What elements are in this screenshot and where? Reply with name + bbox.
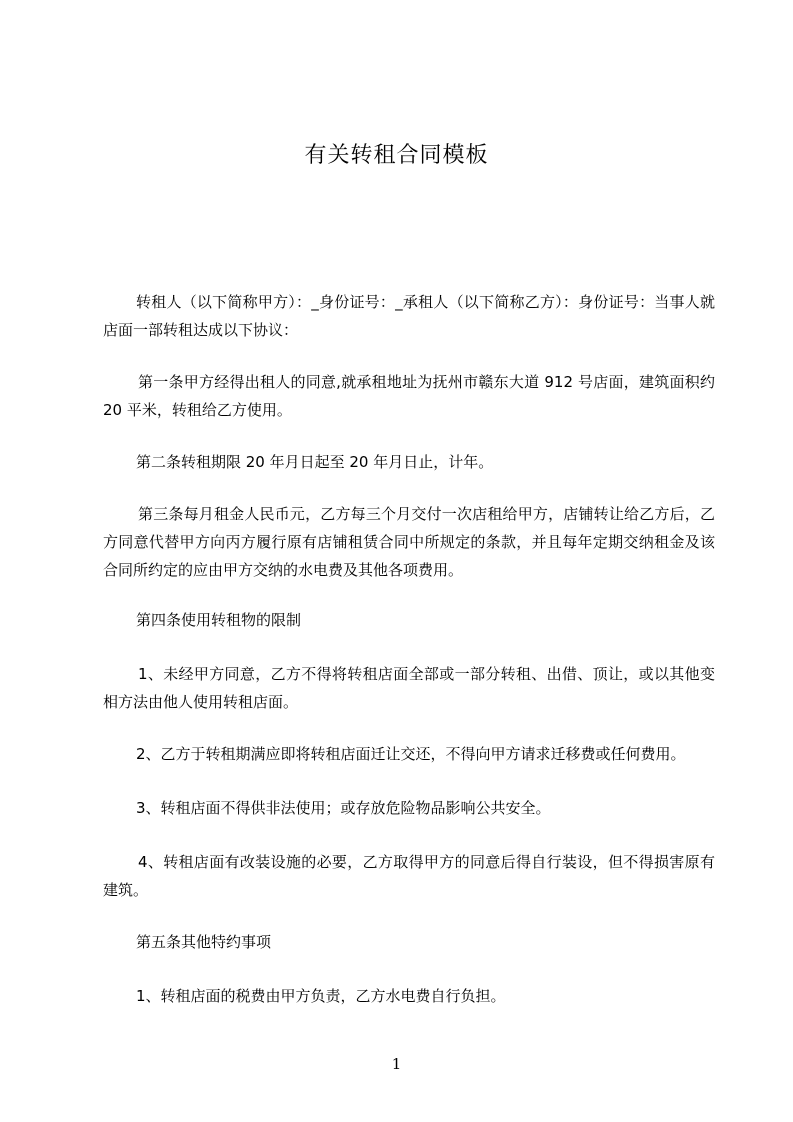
paragraph-article-4-item-2: 2、乙方于转租期满应即将转租店面迁让交还，不得向甲方请求迁移费或任何费用。 <box>136 745 686 763</box>
paragraph-article-1: 第一条甲方经得出租人的同意,就承租地址为抚州市赣东大道 912 号店面，建筑面积约 20 平米，转租给乙方使用。 <box>103 373 715 419</box>
paragraph-article-4-heading: 第四条使用转租物的限制 <box>136 611 302 629</box>
paragraph-article-5-item-1: 1、转租店面的税费由甲方负责，乙方水电费自行负担。 <box>136 987 506 1005</box>
paragraph-article-2: 第二条转租期限 20 年月日起至 20 年月日止，计年。 <box>136 453 494 471</box>
paragraph-article-4-item-1: 1、未经甲方同意，乙方不得将转租店面全部或一部分转租、出借、顶让，或以其他变相方法由他人使用转租店面。 <box>103 665 715 711</box>
paragraph-article-4-item-4: 4、转租店面有改装设施的必要，乙方取得甲方的同意后得自行装设，但不得损害原有建筑。 <box>103 853 715 899</box>
page-number: 1 <box>391 1055 402 1073</box>
paragraph-article-4-item-3: 3、转租店面不得供非法使用；或存放危险物品影响公共安全。 <box>136 799 551 817</box>
paragraph-article-5-heading: 第五条其他特约事项 <box>136 933 272 951</box>
paragraph-article-3: 第三条每月租金人民币元，乙方每三个月交付一次店租给甲方，店铺转让给乙方后，乙方同意代替甲方向丙方履行原有店铺租赁合同中所规定的条款，并且每年定期交纳租金及该合同所约定的应由甲方交纳的水电费及其他各项费用。 <box>103 505 715 579</box>
document-title: 有关转租合同模板 <box>304 143 489 168</box>
paragraph-parties: 转租人（以下简称甲方）：_身份证号：_承租人（以下简称乙方）：身份证号：当事人就店面一部转租达成以下协议： <box>103 293 715 339</box>
